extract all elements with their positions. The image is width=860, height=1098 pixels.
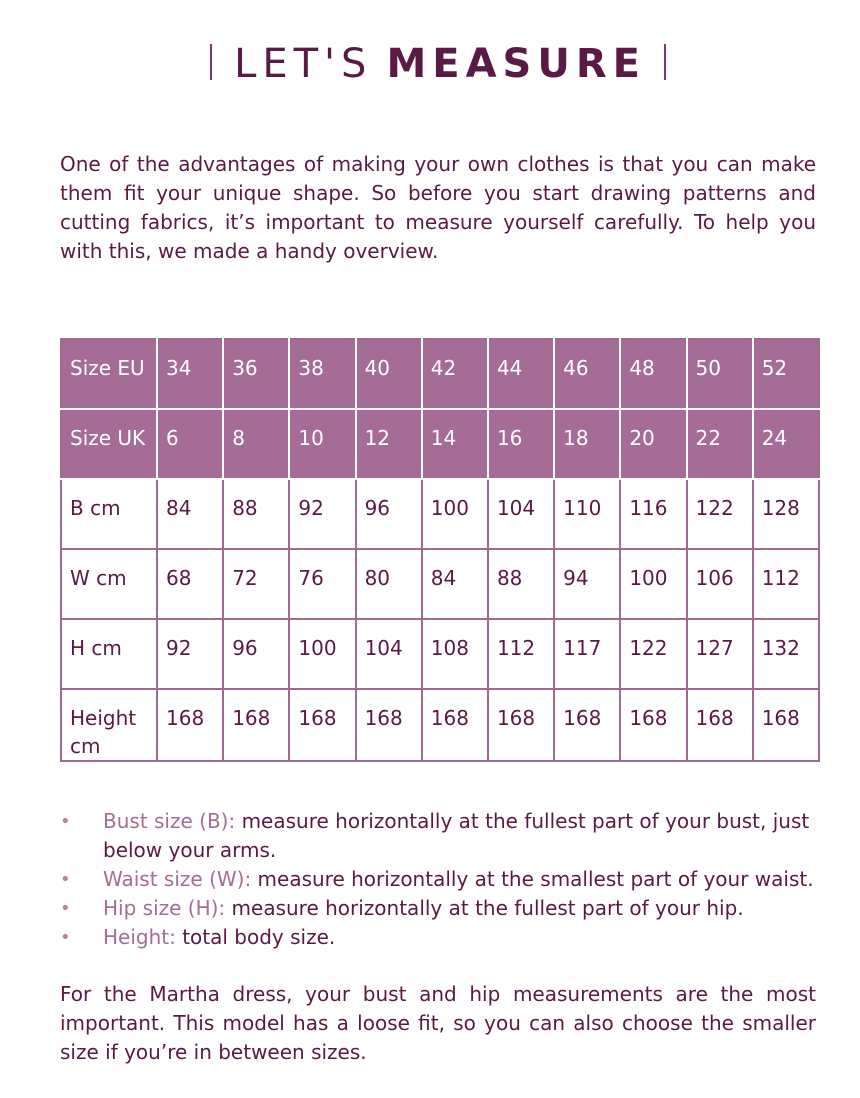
title-divider-right bbox=[664, 44, 666, 80]
table-cell: 108 bbox=[422, 619, 488, 689]
page-title bbox=[234, 38, 646, 90]
table-cell: 8 bbox=[223, 409, 289, 479]
table-cell: 52 bbox=[753, 339, 819, 409]
table-cell: 16 bbox=[488, 409, 554, 479]
table-row bbox=[61, 689, 819, 761]
table-cell: 88 bbox=[488, 549, 554, 619]
list-item bbox=[60, 894, 830, 923]
table-cell: 112 bbox=[753, 549, 819, 619]
bullet-description: total body size. bbox=[182, 925, 336, 949]
table-cell: 122 bbox=[687, 479, 753, 549]
table-cell: 40 bbox=[356, 339, 422, 409]
table-cell: 110 bbox=[554, 479, 620, 549]
table-cell: 104 bbox=[488, 479, 554, 549]
table-cell: 12 bbox=[356, 409, 422, 479]
closing-paragraph: For the Martha dress, your bust and hip measurements are the most important. This model has a loose fit, so you can also choose the smaller size if you’re in between sizes. bbox=[60, 982, 816, 1064]
table-cell: 88 bbox=[223, 479, 289, 549]
row-label: Size EU bbox=[61, 339, 157, 409]
table-cell: 106 bbox=[687, 549, 753, 619]
row-label: Height cm bbox=[61, 689, 157, 761]
table-cell: 42 bbox=[422, 339, 488, 409]
title-bold: MEASURE bbox=[386, 41, 646, 87]
table-cell: 168 bbox=[753, 689, 819, 761]
page-header bbox=[0, 38, 860, 98]
row-label: B cm bbox=[61, 479, 157, 549]
table-cell: 84 bbox=[422, 549, 488, 619]
table-cell: 168 bbox=[620, 689, 686, 761]
table-cell: 168 bbox=[289, 689, 355, 761]
table-cell: 46 bbox=[554, 339, 620, 409]
table-cell: 100 bbox=[620, 549, 686, 619]
table-cell: 168 bbox=[356, 689, 422, 761]
table-cell: 96 bbox=[223, 619, 289, 689]
table-cell: 112 bbox=[488, 619, 554, 689]
table-cell: 92 bbox=[289, 479, 355, 549]
table-cell: 168 bbox=[554, 689, 620, 761]
bullet-term: Bust size (B): bbox=[103, 809, 236, 833]
table-row bbox=[61, 409, 819, 479]
row-label: Size UK bbox=[61, 409, 157, 479]
table-cell: 117 bbox=[554, 619, 620, 689]
table-cell: 36 bbox=[223, 339, 289, 409]
bullet-term: Height: bbox=[103, 925, 176, 949]
table-cell: 76 bbox=[289, 549, 355, 619]
table-row bbox=[61, 549, 819, 619]
list-item bbox=[60, 865, 830, 894]
list-item bbox=[60, 807, 830, 865]
table-cell: 128 bbox=[753, 479, 819, 549]
table-cell: 168 bbox=[223, 689, 289, 761]
table-row bbox=[61, 339, 819, 409]
table-cell: 72 bbox=[223, 549, 289, 619]
row-label: W cm bbox=[61, 549, 157, 619]
table-cell: 132 bbox=[753, 619, 819, 689]
table-cell: 10 bbox=[289, 409, 355, 479]
bullet-term: Waist size (W): bbox=[103, 867, 252, 891]
table-cell: 96 bbox=[356, 479, 422, 549]
bullet-dot-icon: • bbox=[60, 869, 71, 890]
table-cell: 104 bbox=[356, 619, 422, 689]
table-cell: 122 bbox=[620, 619, 686, 689]
bullet-description: measure horizontally at the smallest part of your waist. bbox=[257, 867, 814, 891]
bullet-term: Hip size (H): bbox=[103, 896, 226, 920]
row-label: H cm bbox=[61, 619, 157, 689]
size-table-body bbox=[61, 339, 819, 761]
table-cell: 48 bbox=[620, 339, 686, 409]
table-row bbox=[61, 619, 819, 689]
table-cell: 50 bbox=[687, 339, 753, 409]
table-cell: 168 bbox=[422, 689, 488, 761]
bullet-description: measure horizontally at the fullest part of your hip. bbox=[231, 896, 744, 920]
table-row bbox=[61, 479, 819, 549]
table-cell: 34 bbox=[157, 339, 223, 409]
table-cell: 24 bbox=[753, 409, 819, 479]
bullet-dot-icon: • bbox=[60, 898, 71, 919]
table-cell: 38 bbox=[289, 339, 355, 409]
table-cell: 6 bbox=[157, 409, 223, 479]
table-cell: 100 bbox=[289, 619, 355, 689]
table-cell: 14 bbox=[422, 409, 488, 479]
title-divider-left bbox=[210, 44, 212, 80]
table-cell: 80 bbox=[356, 549, 422, 619]
size-table bbox=[60, 338, 820, 762]
table-cell: 84 bbox=[157, 479, 223, 549]
table-cell: 168 bbox=[687, 689, 753, 761]
title-light: LET'S bbox=[234, 41, 373, 87]
table-cell: 20 bbox=[620, 409, 686, 479]
table-cell: 18 bbox=[554, 409, 620, 479]
intro-paragraph: One of the advantages of making your own clothes is that you can make them fit your unique shape. So before you start drawing patterns and cutting fabrics, it’s important to measure yourself carefully. To help you with this, we made a handy overview. bbox=[60, 152, 816, 263]
table-cell: 44 bbox=[488, 339, 554, 409]
table-cell: 100 bbox=[422, 479, 488, 549]
measurement-guide-list bbox=[60, 807, 830, 952]
table-cell: 68 bbox=[157, 549, 223, 619]
table-cell: 22 bbox=[687, 409, 753, 479]
bullet-dot-icon: • bbox=[60, 811, 71, 832]
table-cell: 127 bbox=[687, 619, 753, 689]
table-cell: 92 bbox=[157, 619, 223, 689]
list-item bbox=[60, 923, 830, 952]
bullet-description: measure horizontally at the fullest part of your bust, just below your arms. bbox=[103, 809, 810, 862]
table-cell: 116 bbox=[620, 479, 686, 549]
table-cell: 168 bbox=[488, 689, 554, 761]
table-cell: 94 bbox=[554, 549, 620, 619]
bullet-dot-icon: • bbox=[60, 927, 71, 948]
table-cell: 168 bbox=[157, 689, 223, 761]
